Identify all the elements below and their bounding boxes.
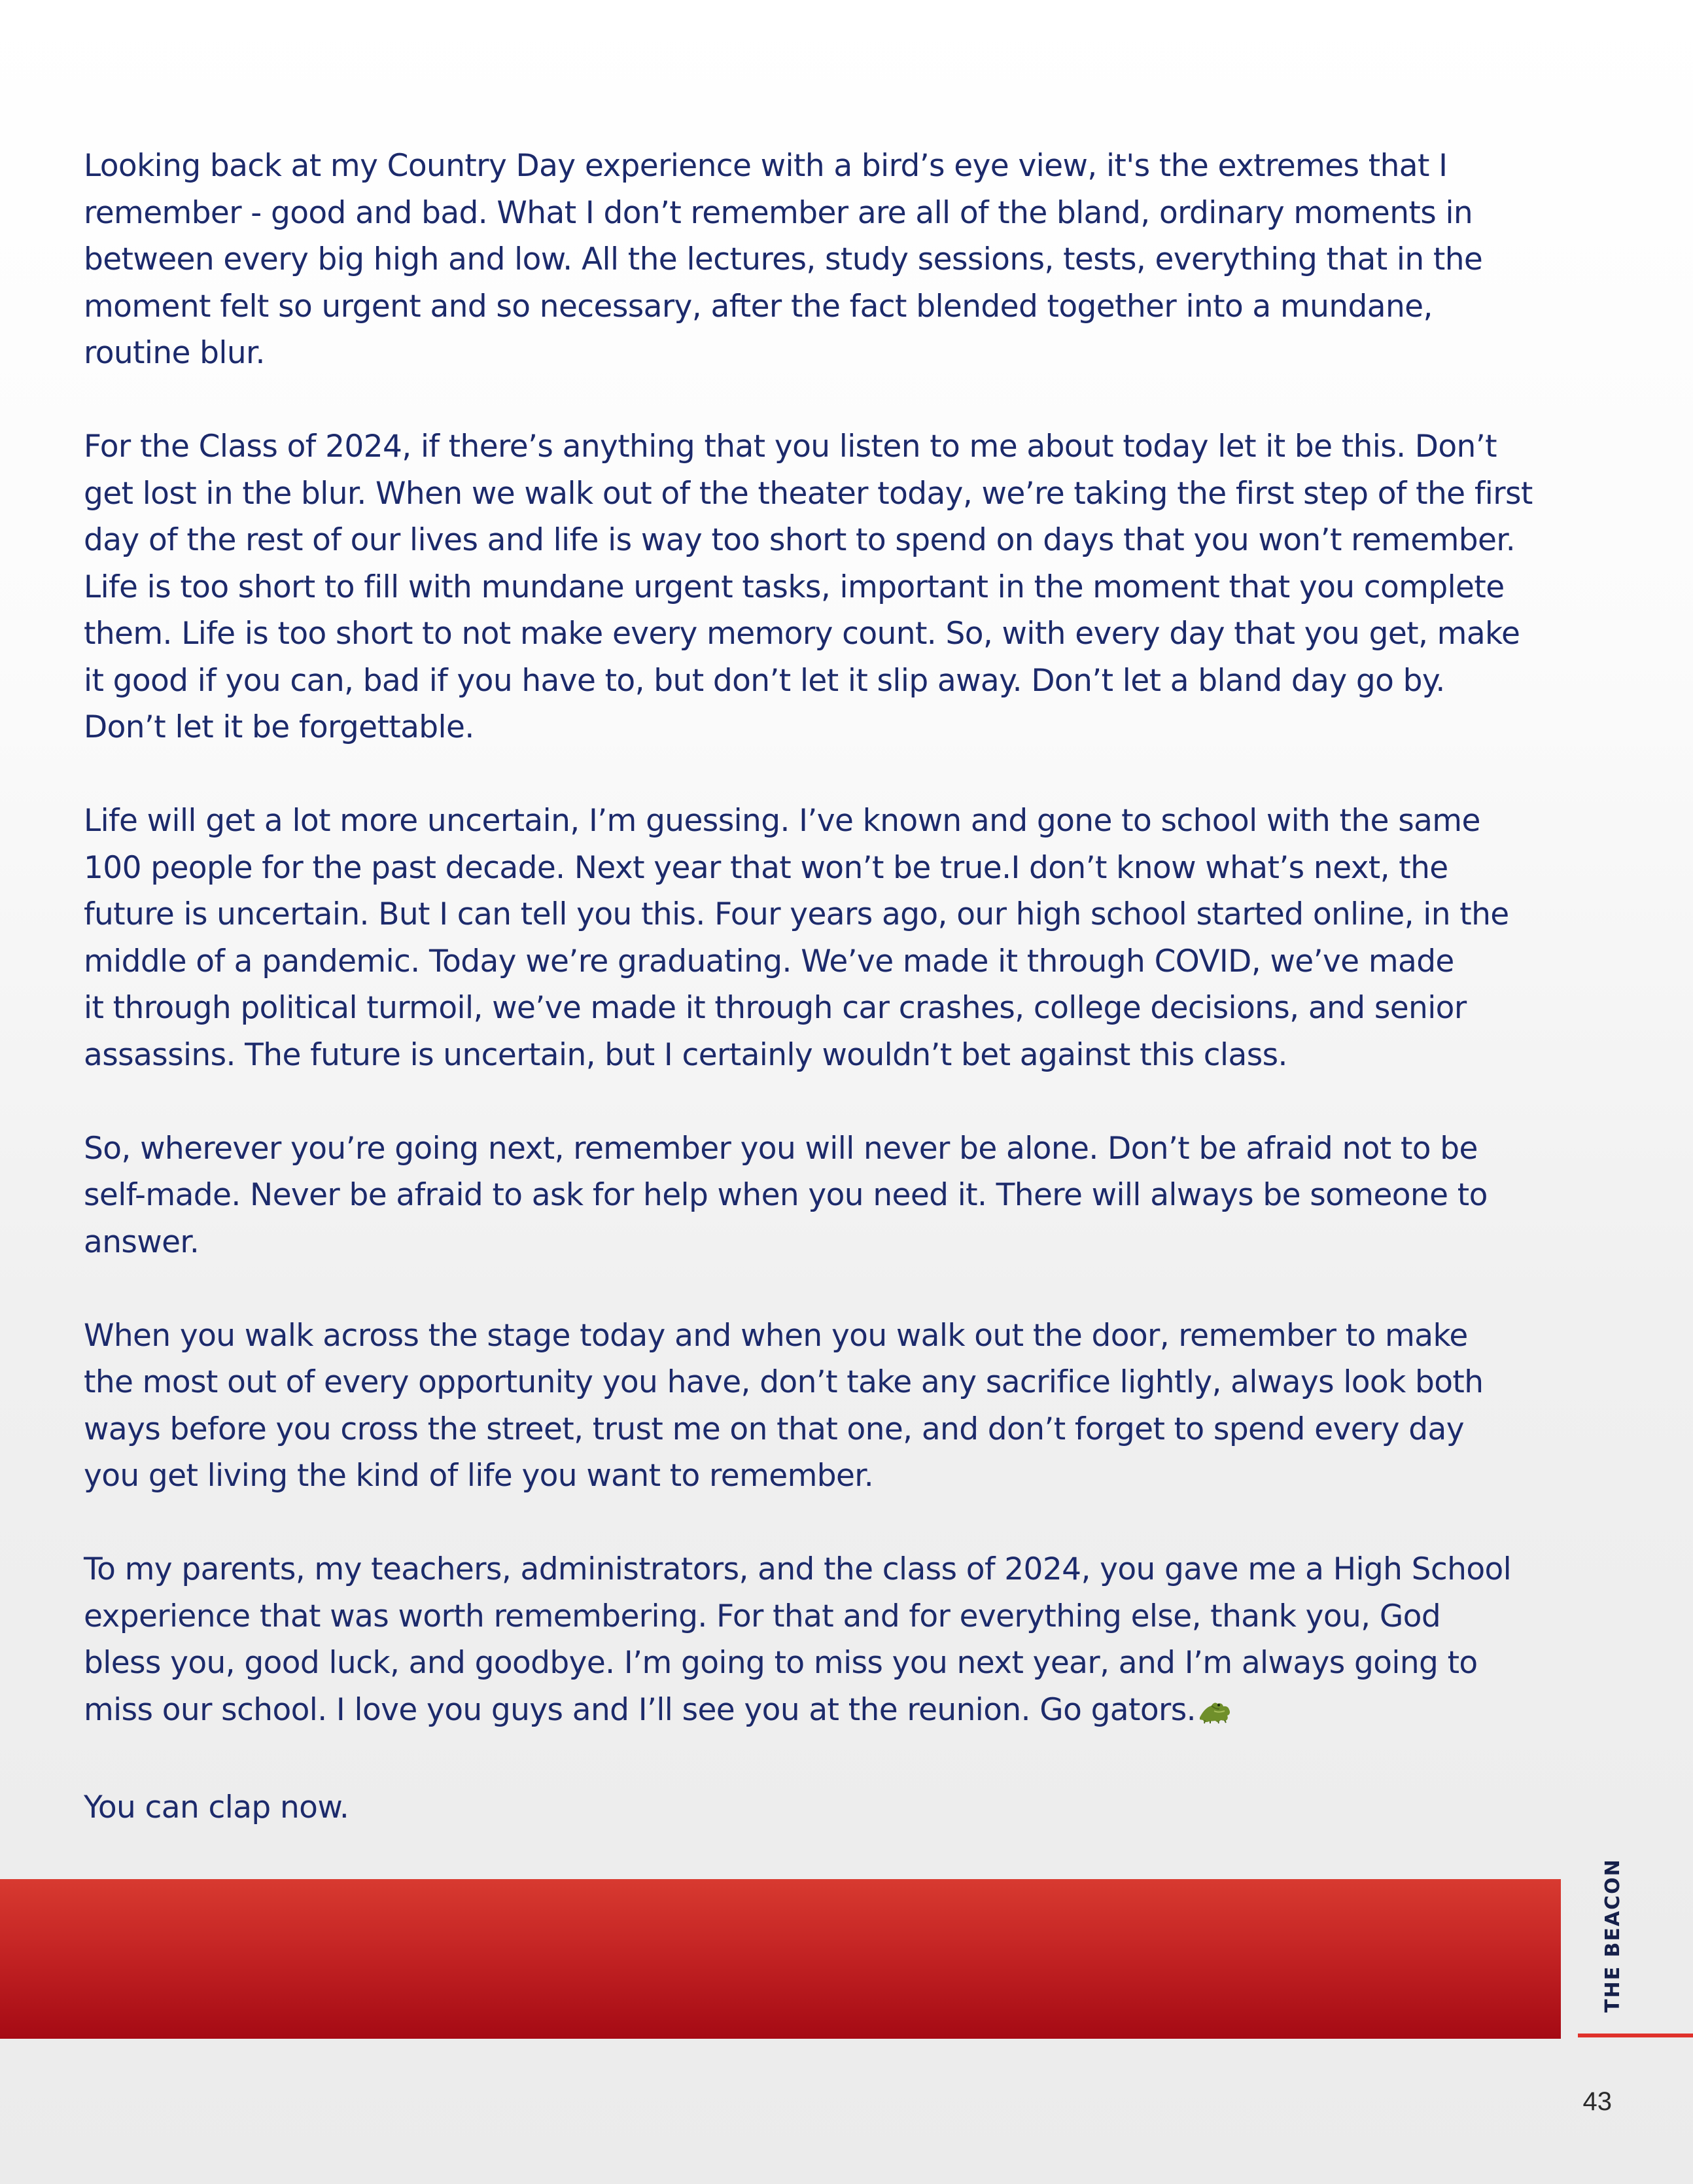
footer-accent-line xyxy=(1578,2034,1693,2037)
paragraph-7: You can clap now. xyxy=(84,1789,349,1825)
alligator-icon xyxy=(1198,1691,1232,1738)
paragraph-1: Looking back at my Country Day experience with a bird’s eye view, it's the extremes that I remember - good and bad. What I don’t remember are all of the bland, ordinary moments in between every big high and low. All the lectures, study sessions, tests, everything that in the moment felt so urgent and so necessary, after the fact blended together into a mundane, routine blur. xyxy=(84,148,1483,371)
paragraph-4: So, wherever you’re going next, remember you will never be alone. Don’t be afraid not to be self-made. Never be afraid to ask for help when you need it. There will always be someone to answer. xyxy=(84,1130,1488,1260)
article-body xyxy=(84,143,1628,1831)
publication-name: THE BEACON xyxy=(1601,1858,1624,2013)
paragraph-6 xyxy=(84,1546,1628,1737)
paragraph-5: When you walk across the stage today and when you walk out the door, remember to make the most out of every opportunity you have, don’t take any sacrifice lightly, always look both ways before you cross the street, trust me on that one, and don’t forget to spend every day you get living the kind of life you want to remember. xyxy=(84,1317,1484,1494)
paragraph-6-text: To my parents, my teachers, administrators, and the class of 2024, you gave me a High School experience that was worth remembering. For that and for everything else, thank you, God bless you, good luck, and goodbye. I’m going to miss you next year, and I’m always going to miss our school. I love you guys and I’ll see you at the reunion. Go gators. xyxy=(84,1551,1512,1728)
paragraph-2: For the Class of 2024, if there’s anything that you listen to me about today let it be this. Don’t get lost in the blur. When we walk out of the theater today, we’re taking the first step of the first day of the rest of our lives and life is way too short to spend on days that you won’t remember. Life is too short to fill with mundane urgent tasks, important in the moment that you complete them. Life is too short to not make every memory count. So, with every day that you get, make it good if you can, bad if you have to, but don’t let it slip away. Don’t let a bland day go by. Don’t let it be forgettable. xyxy=(84,429,1533,745)
paragraph-3: Life will get a lot more uncertain, I’m guessing. I’ve known and gone to school with the same 100 people for the past decade. Next year that won’t be true.I don’t know what’s next, the future is uncertain. But I can tell you this. Four years ago, our high school started online, in the middle of a pandemic. Today we’re graduating. We’ve made it through COVID, we’ve made it through political turmoil, we’ve made it through car crashes, college decisions, and senior assassins. The future is uncertain, but I certainly wouldn’t bet against this class. xyxy=(84,803,1509,1073)
page-number: 43 xyxy=(1582,2087,1612,2116)
footer-red-bar xyxy=(0,1879,1561,2039)
